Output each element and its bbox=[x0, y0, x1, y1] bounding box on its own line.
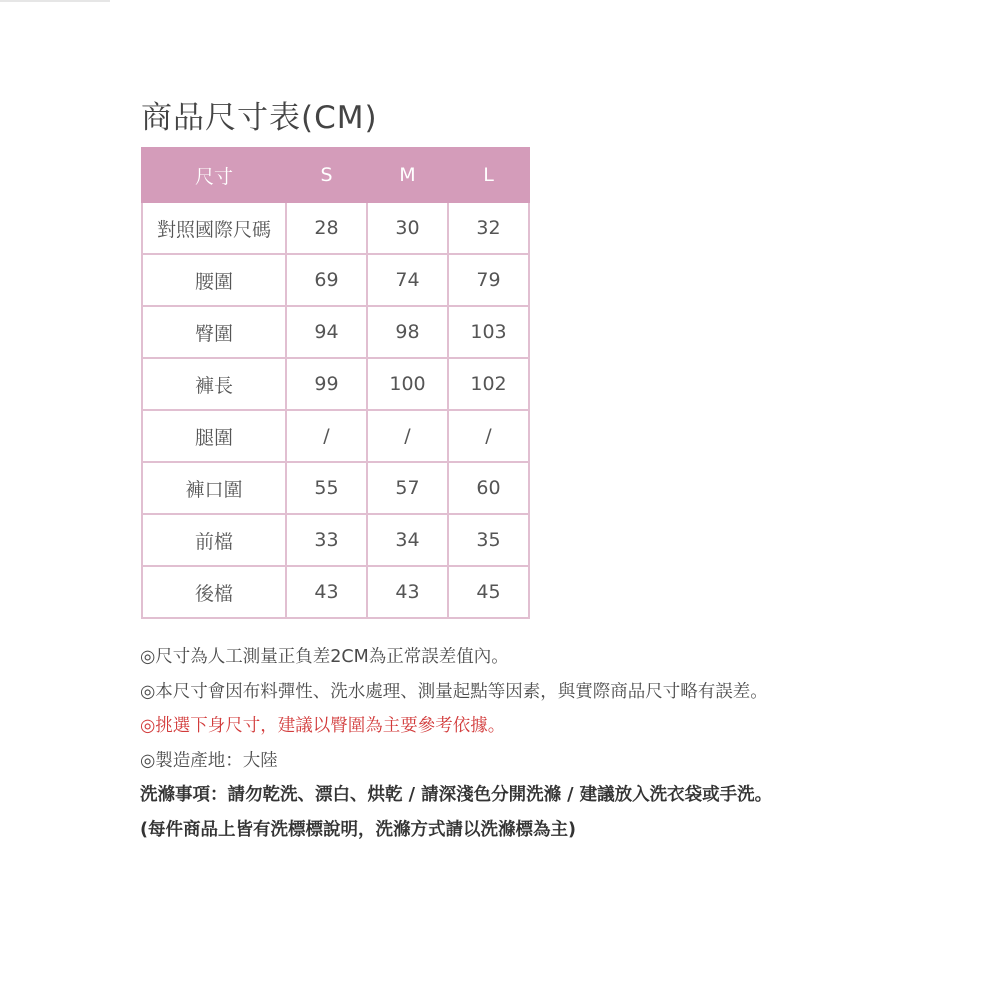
cell-s: 99 bbox=[286, 358, 367, 410]
table-row bbox=[142, 410, 529, 462]
cell-l: 35 bbox=[448, 514, 529, 566]
table-row bbox=[142, 254, 529, 306]
row-label: 後檔 bbox=[142, 566, 286, 618]
page-title: 商品尺寸表(CM) bbox=[141, 100, 378, 136]
notes-section bbox=[140, 640, 960, 847]
cell-s: 33 bbox=[286, 514, 367, 566]
table-row bbox=[142, 306, 529, 358]
cell-l: 60 bbox=[448, 462, 529, 514]
table-row bbox=[142, 566, 529, 618]
header-cell-size: 尺寸 bbox=[142, 148, 286, 202]
cell-m: 98 bbox=[367, 306, 448, 358]
cell-s: 43 bbox=[286, 566, 367, 618]
table-row bbox=[142, 514, 529, 566]
note-washing-instructions: 洗滌事項：請勿乾洗、漂白、烘乾 / 請深淺色分開洗滌 / 建議放入洗衣袋或手洗。 bbox=[140, 785, 773, 805]
cell-s: / bbox=[286, 410, 367, 462]
cell-l: 103 bbox=[448, 306, 529, 358]
size-table bbox=[141, 147, 530, 619]
table-row bbox=[142, 202, 529, 254]
note-fabric-variation: ◎本尺寸會因布料彈性、洗水處理、測量起點等因素，與實際商品尺寸略有誤差。 bbox=[140, 681, 768, 702]
note-measurement-tolerance: ◎尺寸為人工測量正負差2CM為正常誤差值內。 bbox=[140, 647, 509, 667]
header-cell-l: L bbox=[448, 148, 529, 202]
cell-l: / bbox=[448, 410, 529, 462]
cell-m: 30 bbox=[367, 202, 448, 254]
row-label: 腿圍 bbox=[142, 410, 286, 462]
cell-s: 55 bbox=[286, 462, 367, 514]
row-label: 腰圍 bbox=[142, 254, 286, 306]
row-label: 臀圍 bbox=[142, 306, 286, 358]
cell-m: 57 bbox=[367, 462, 448, 514]
table-header-row bbox=[142, 148, 529, 202]
note-washing-label: (每件商品上皆有洗標標說明，洗滌方式請以洗滌標為主) bbox=[140, 819, 576, 840]
cell-s: 69 bbox=[286, 254, 367, 306]
row-label: 前檔 bbox=[142, 514, 286, 566]
cell-m: 74 bbox=[367, 254, 448, 306]
note-sizing-advice: ◎挑選下身尺寸，建議以臀圍為主要參考依據。 bbox=[140, 716, 506, 736]
top-divider bbox=[0, 0, 110, 2]
cell-m: 34 bbox=[367, 514, 448, 566]
cell-l: 45 bbox=[448, 566, 529, 618]
table-row bbox=[142, 462, 529, 514]
cell-l: 102 bbox=[448, 358, 529, 410]
row-label: 褲長 bbox=[142, 358, 286, 410]
header-cell-s: S bbox=[286, 148, 367, 202]
cell-l: 32 bbox=[448, 202, 529, 254]
cell-m: 100 bbox=[367, 358, 448, 410]
cell-s: 28 bbox=[286, 202, 367, 254]
cell-m: / bbox=[367, 410, 448, 462]
cell-m: 43 bbox=[367, 566, 448, 618]
row-label: 褲口圍 bbox=[142, 462, 286, 514]
note-origin: ◎製造產地：大陸 bbox=[140, 750, 278, 771]
table-row bbox=[142, 358, 529, 410]
row-label: 對照國際尺碼 bbox=[142, 202, 286, 254]
header-cell-m: M bbox=[367, 148, 448, 202]
cell-l: 79 bbox=[448, 254, 529, 306]
cell-s: 94 bbox=[286, 306, 367, 358]
